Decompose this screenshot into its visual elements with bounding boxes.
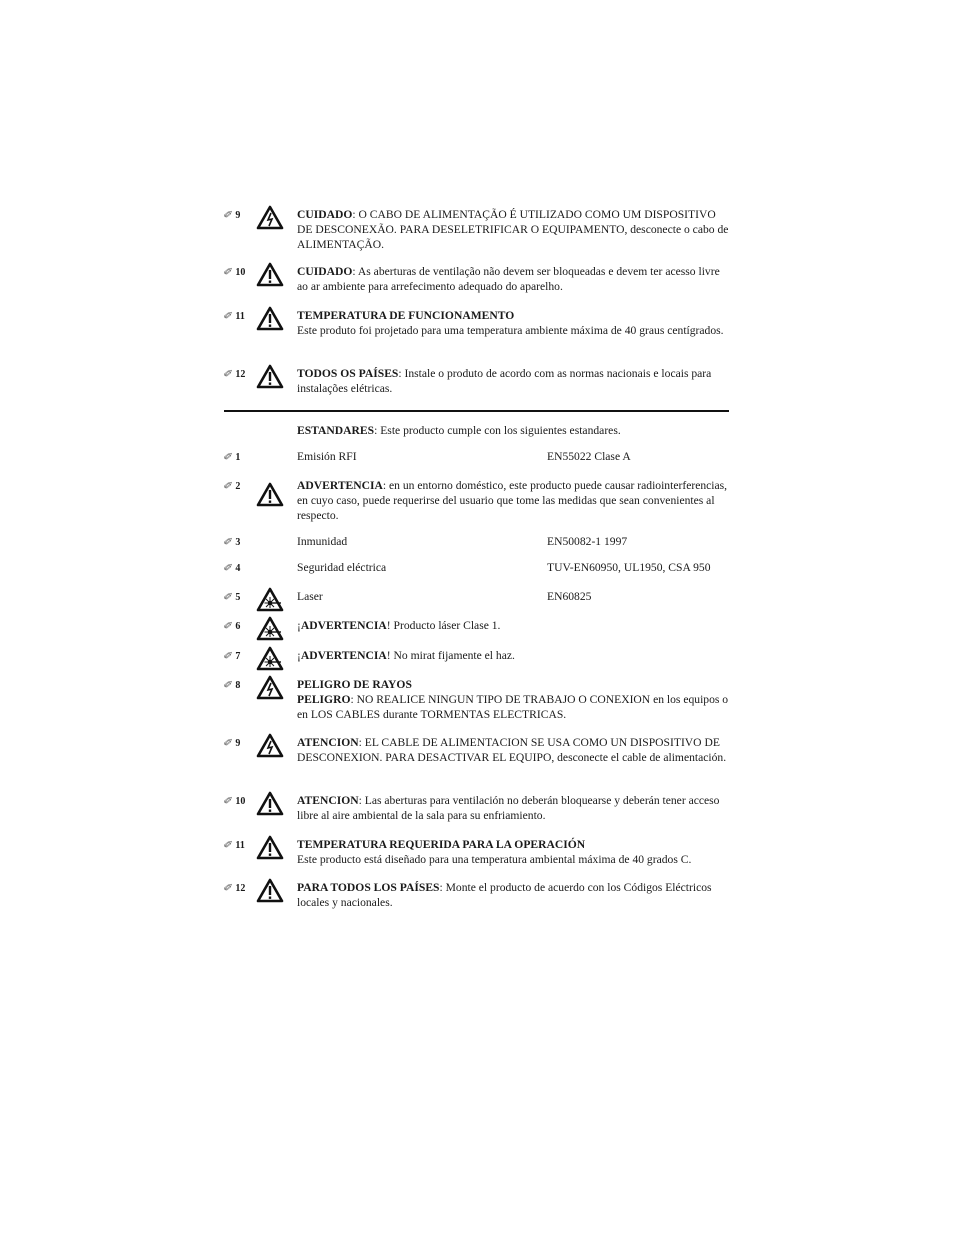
pen-icon: ✐	[223, 796, 234, 807]
pen-icon: ✐	[223, 738, 234, 749]
pen-icon: ✐	[223, 267, 234, 278]
pen-icon: ✐	[223, 311, 234, 322]
exclamation-warning-icon	[256, 306, 284, 331]
pen-icon: ✐	[223, 592, 234, 603]
pen-icon: ✐	[223, 651, 234, 662]
section-divider	[224, 410, 729, 412]
pen-icon: ✐	[223, 840, 234, 851]
pen-icon: ✐	[223, 537, 234, 548]
exclamation-warning-icon	[256, 878, 284, 903]
laser-warning-icon	[256, 616, 284, 641]
pen-icon: ✐	[223, 369, 234, 380]
lightning-warning-icon	[256, 675, 284, 700]
pen-icon: ✐	[223, 563, 234, 574]
pen-icon: ✐	[223, 883, 234, 894]
pen-icon: ✐	[223, 452, 234, 463]
pen-icon: ✐	[223, 680, 234, 691]
exclamation-warning-icon	[256, 364, 284, 389]
exclamation-warning-icon	[256, 835, 284, 860]
lightning-warning-icon	[256, 205, 284, 230]
pen-icon: ✐	[223, 621, 234, 632]
pen-icon: ✐	[223, 210, 234, 221]
exclamation-warning-icon	[256, 791, 284, 816]
laser-warning-icon	[256, 587, 284, 612]
laser-warning-icon	[256, 646, 284, 671]
exclamation-warning-icon	[256, 262, 284, 287]
lightning-warning-icon	[256, 733, 284, 758]
pen-icon: ✐	[223, 481, 234, 492]
exclamation-warning-icon	[256, 482, 284, 507]
